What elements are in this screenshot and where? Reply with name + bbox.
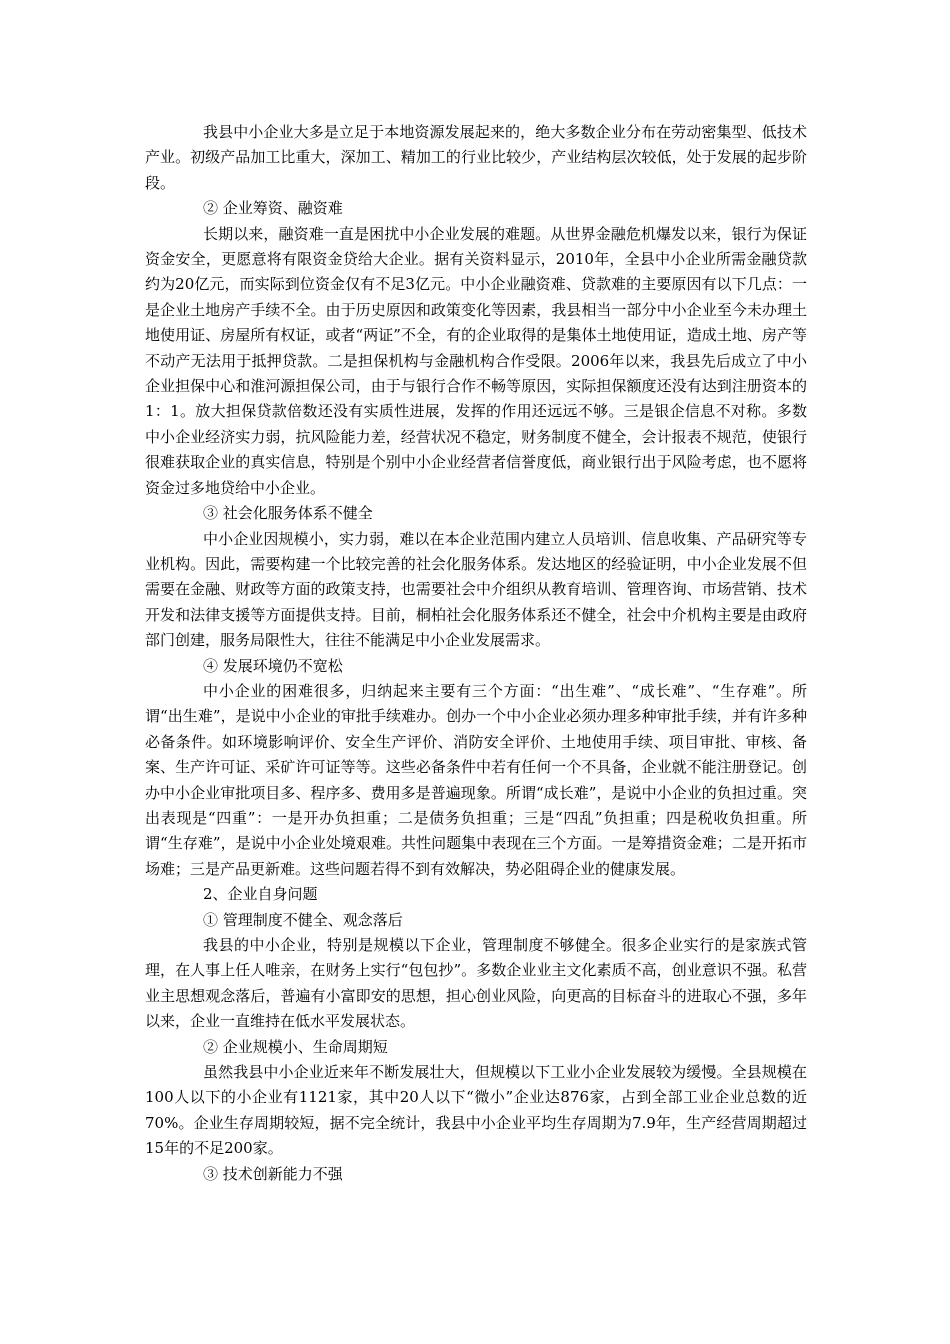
paragraph-enterprise-scale: 虽然我县中小企业近来年不断发展壮大，但规模以下工业小企业发展较为缓慢。全县规模在100人以下的小企业有1121家，其中20人以下“微小”企业达876家，占到全部工业企业总数的近70%。企业生存周期较短，据不完全统计，我县中小企业平均生存周期为7.9年，生产经营周期超过15年的不足200家。 [145,1063,807,1158]
heading-social-service-system: ③ 社会化服务体系不健全 [203,504,373,523]
heading-enterprise-own-problems: 2、企业自身问题 [203,885,318,904]
paragraph-industry-structure: 我县中小企业大多是立足于本地资源发展起来的，绝大多数企业分布在劳动密集型、低技术产业。初级产品加工比重大，深加工、精加工的行业比较少，产业结构层次较低，处于发展的起步阶段。 [145,123,807,192]
heading-innovation-capacity: ③ 技术创新能力不强 [203,1164,343,1183]
heading-management-system: ① 管理制度不健全、观念落后 [203,910,403,929]
heading-enterprise-scale: ② 企业规模小、生命周期短 [203,1037,388,1056]
heading-financing-difficulty: ② 企业筹资、融资难 [203,199,343,218]
paragraph-financing-difficulty: 长期以来，融资难一直是困扰中小企业发展的难题。从世界金融危机爆发以来，银行为保证资金安全，更愿意将有限资金贷给大企业。据有关资料显示，2010年，全县中小企业所需金融贷款约为20亿元，而实际到位资金仅有不足3亿元。中小企业融资难、贷款难的主要原因有以下几点：一是企业土地房产手续不全。由于历史原因和政策变化等因素，我县相当一部分中小企业至今未办理土地使用证、房屋所有权证，或者“两证”不全，有的企业取得的是集体土地使用证，造成土地、房产等不动产无法用于抵押贷款。二是担保机构与金融机构合作受限。2006年以来，我县先后成立了中小企业担保中心和淮河源担保公司，由于与银行合作不畅等原因，实际担保额度还没有达到注册资本的1：1。放大担保贷款倍数还没有实质性进展，发挥的作用还远远不够。三是银企信息不对称。多数中小企业经济实力弱，抗风险能力差，经营状况不稳定，财务制度不健全，会计报表不规范，使银行很难获取企业的真实信息，特别是个别中小企业经营者信誉度低，商业银行出于风险考虑，也不愿将资金过多地贷给中小企业。 [145,224,807,497]
heading-development-environment: ④ 发展环境仍不宽松 [203,656,343,675]
paragraph-social-service-system: 中小企业因规模小，实力弱，难以在本企业范围内建立人员培训、信息收集、产品研究等专业机构。因此，需要构建一个比较完善的社会化服务体系。发达地区的经验证明，中小企业发展不但需要在金融、财政等方面的政策支持，也需要社会中介组织从教育培训、管理咨询、市场营销、技术开发和法律支援等方面提供支持。目前，桐柏社会化服务体系还不健全，社会中介机构主要是由政府部门创建，服务局限性大，往往不能满足中小企业发展需求。 [145,529,807,650]
paragraph-management-system: 我县的中小企业，特别是规模以下企业，管理制度不够健全。很多企业实行的是家族式管理，在人事上任人唯亲，在财务上实行“包包抄”。多数企业业主文化素质不高，创业意识不强。私营业主思想观念落后，普遍有小富即安的思想，担心创业风险，向更高的目标奋斗的进取心不强，多年以来，企业一直维持在低水平发展状态。 [145,936,807,1031]
document-page [145,120,807,1187]
paragraph-development-environment: 中小企业的困难很多，归纳起来主要有三个方面：“出生难”、“成长难”、“生存难”。所谓“出生难”，是说中小企业的审批手续难办。创办一个中小企业必须办理多种审批手续，并有许多种必备条件。如环境影响评价、安全生产评价、消防安全评价、土地使用手续、项目审批、审核、备案、生产许可证、采矿许可证等等。这些必备条件中若有任何一个不具备，企业就不能注册登记。创办中小企业审批项目多、程序多、费用多是普遍现象。所谓“成长难”，是说中小企业的负担过重。突出表现是“四重”：一是开办负担重；二是债务负担重；三是“四乱”负担重；四是税收负担重。所谓“生存难”，是说中小企业处境艰难。共性问题集中表现在三个方面。一是筹措资金难；二是开拓市场难；三是产品更新难。这些问题若得不到有效解决，势必阻碍企业的健康发展。 [145,681,807,878]
